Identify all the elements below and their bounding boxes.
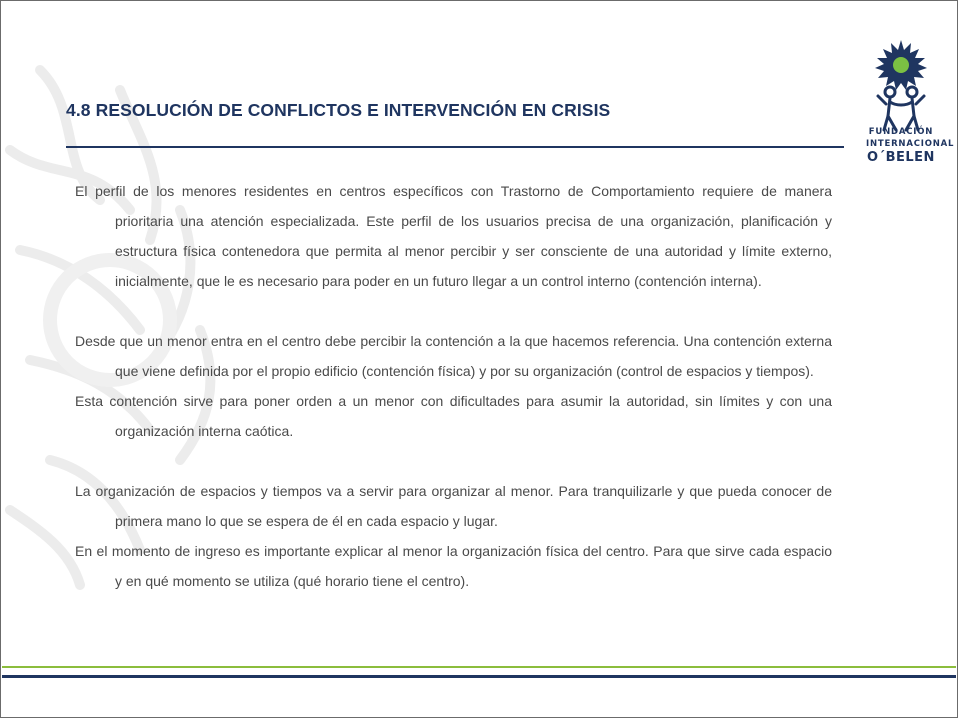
paragraph-4: La organización de espacios y tiempos va a servir para organizar al menor. Para tranquilizarle y que pueda conocer de primera mano lo que se espera de él en cada espacio y lugar.	[75, 483, 832, 529]
paragraph-2: Desde que un menor entra en el centro debe percibir la contención a la que hacemos referencia. Una contención externa que viene definida por el propio edificio (contención física) y por su organización (control de espacios y tiempos).	[75, 333, 832, 379]
footer-green-rule	[2, 666, 956, 668]
logo-line-internacional: INTERNACIONAL	[866, 139, 955, 149]
paragraph-1: El perfil de los menores residentes en centros específicos con Trastorno de Comportamiento requiere de manera prioritaria una atención especializada. Este perfil de los usuarios precisa de una organización, planificación y estructura física contenedora que permita al menor percibir y ser consciente de una autoridad y límite externo, inicialmente, que le es necesario para poder en un futuro llegar a un control interno (contención interna).	[75, 183, 832, 289]
slide-body	[75, 176, 832, 596]
slide-title: 4.8 RESOLUCIÓN DE CONFLICTOS E INTERVENCIÓN EN CRISIS	[66, 100, 611, 120]
paragraph-3: Esta contención sirve para poner orden a un menor con dificultades para asumir la autoridad, sin límites y con una organización interna caótica.	[75, 393, 832, 439]
logo-line-fundacion: FUNDACIÓN	[868, 127, 934, 137]
title-underline	[66, 146, 844, 148]
logo-line-obelen: O´BELEN	[867, 150, 935, 165]
paragraph-5: En el momento de ingreso es importante explicar al menor la organización física del centro. Para que sirve cada espacio y en qué momento se utiliza (qué horario tiene el centro).	[75, 543, 832, 589]
footer-navy-rule	[2, 675, 956, 678]
logo-wordmark	[866, 126, 955, 166]
